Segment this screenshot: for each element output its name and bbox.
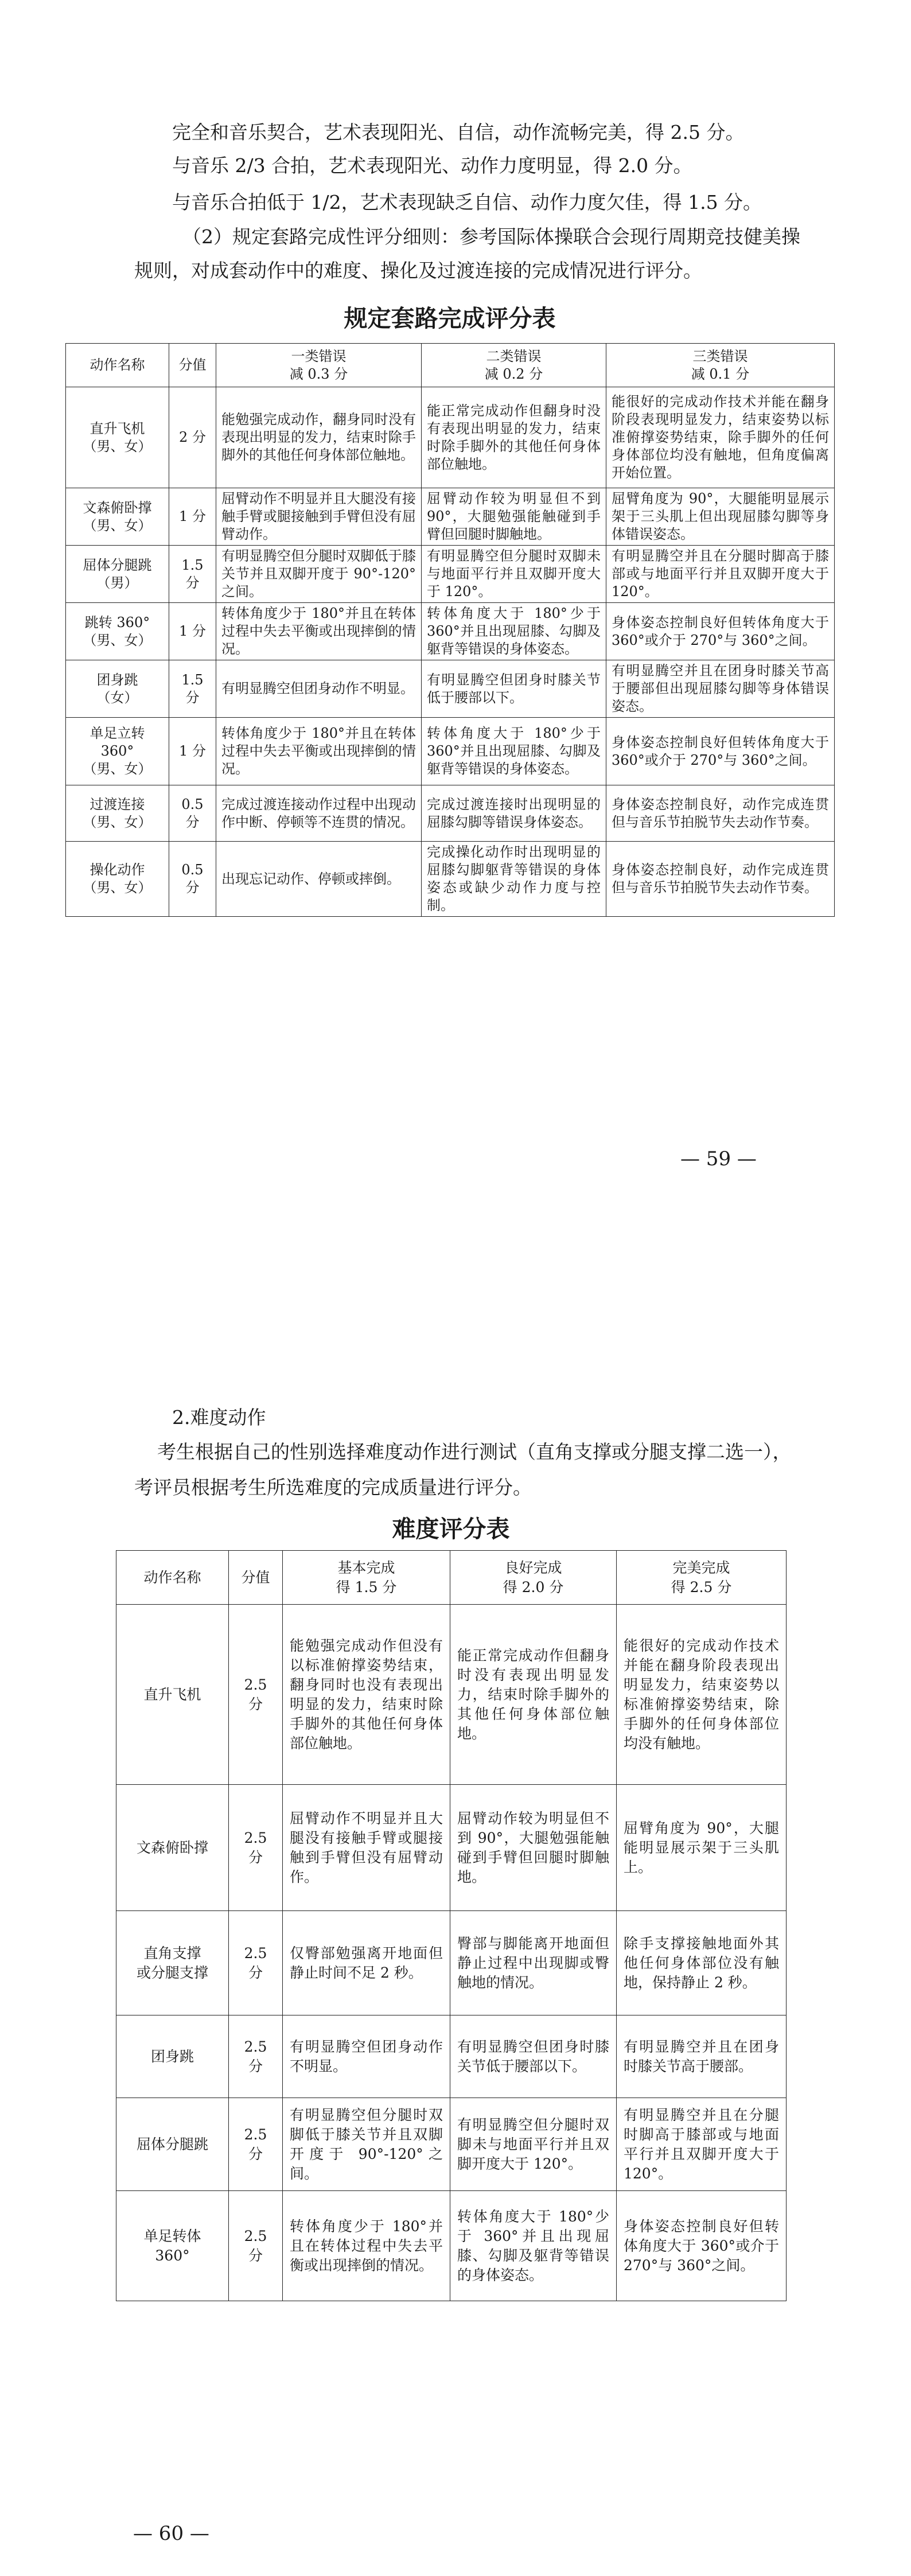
perfect-desc: 有明显腾空并且在分腿时脚高于膝部或与地面平行并且双脚开度大于 120°。: [617, 2098, 787, 2191]
name-line: 360°: [155, 2247, 190, 2264]
basic-desc: 转体角度少于 180°并且在转体过程中失去平衡或出现摔倒的情况。: [283, 2191, 450, 2301]
error-3-desc: 身体姿态控制良好但转体角度大于 360°或介于 270°与 360°之间。: [606, 718, 835, 785]
name-line: （男、女）: [83, 761, 152, 777]
table1-row: [66, 387, 835, 488]
basic-desc: 仅臀部勉强离开地面但静止时间不足 2 秒。: [283, 1911, 450, 2015]
action-name: [116, 2098, 229, 2191]
page-number-59: — 59 —: [680, 1147, 757, 1170]
name-line: 过渡连接: [89, 796, 145, 812]
difficulty-score-table: [116, 1550, 787, 2301]
error-1-desc: 转体角度少于 180°并且在转体过程中失去平衡或出现摔倒的情况。: [216, 718, 422, 785]
action-name: [66, 660, 169, 718]
name-line: 文森俯卧撑: [136, 1839, 208, 1856]
error-1-desc: 转体角度少于 180°并且在转体过程中失去平衡或出现摔倒的情况。: [216, 603, 422, 660]
perfect-desc: 除手支撑接触地面外其他任何身体部位没有触地，保持静止 2 秒。: [617, 1911, 787, 2015]
perfect-desc: 身体姿态控制良好但转体角度大于 360°或介于 270°与 360°之间。: [617, 2191, 787, 2301]
good-desc: 有明显腾空但团身时膝关节低于腰部以下。: [450, 2015, 617, 2098]
section-title: 2.难度动作: [172, 1406, 266, 1429]
good-desc: 转体角度大于 180°少于 360°并且出现屈膝、勾脚及躯背等错误的身体姿态。: [450, 2191, 617, 2301]
error-3-desc: 身体姿态控制良好但转体角度大于 360°或介于 270°与 360°之间。: [606, 603, 835, 660]
header-score: 分值: [169, 344, 216, 387]
header2-good: 良好完成 得 2.0 分: [450, 1551, 617, 1605]
error-3-desc: 身体姿态控制良好，动作完成连贯但与音乐节拍脱节失去动作节奏。: [606, 842, 835, 917]
name-line: （女）: [96, 689, 138, 706]
table2-row: [116, 1911, 787, 2015]
name-line: 跳转 360°: [84, 614, 150, 631]
action-name: [66, 842, 169, 917]
header-error-1: 一类错误 减 0.3 分: [216, 344, 422, 387]
name-line: 单足立转: [89, 725, 145, 741]
page-number-60: — 60 —: [133, 2522, 209, 2545]
name-line: 团身跳: [96, 671, 138, 688]
error-1-desc: 屈臂动作不明显并且大腿没有接触手臂或腿接触到手臂但没有屈臂动作。: [216, 488, 422, 546]
name-line: 屈体分腿跳: [83, 557, 152, 573]
table1-row: [66, 785, 835, 842]
score-value: 2.5 分: [229, 2191, 283, 2301]
p2-line-1: 考生根据自己的性别选择难度动作进行测试（直角支撑或分腿支撑二选一），: [157, 1441, 792, 1463]
para-line-5: 规则，对成套动作中的难度、操化及过渡连接的完成情况进行评分。: [134, 259, 702, 282]
error-2-desc: 转体角度大于 180°少于 360°并且出现屈膝、勾脚及躯背等错误的身体姿态。: [422, 603, 606, 660]
table1-header-row: [66, 344, 835, 387]
error-1-desc: 有明显腾空但团身动作不明显。: [216, 660, 422, 718]
score-value: 2.5 分: [229, 2098, 283, 2191]
action-name: [66, 488, 169, 546]
error-2-desc: 有明显腾空但团身时膝关节低于腰部以下。: [422, 660, 606, 718]
error-1-desc: 完成过渡连接动作过程中出现动作中断、停顿等不连贯的情况。: [216, 785, 422, 842]
score-value: 1 分: [169, 718, 216, 785]
completion-score-table: [65, 343, 835, 917]
action-name: [66, 785, 169, 842]
table2-row: [116, 2191, 787, 2301]
table2-title: 难度评分表: [392, 1515, 510, 1543]
score-value: 2.5 分: [229, 1605, 283, 1785]
table1-row: [66, 546, 835, 603]
error-3-desc: 屈臂角度为 90°，大腿能明显展示架于三头肌上但出现屈膝勾脚等身体错误姿态。: [606, 488, 835, 546]
header2-perfect: 完美完成 得 2.5 分: [617, 1551, 787, 1605]
error-2-desc: 能正常完成动作但翻身时没有表现出明显的发力，结束时除手脚外的其他任何身体部位触地。: [422, 387, 606, 488]
perfect-desc: 能很好的完成动作技术并能在翻身阶段表现出明显发力，结束姿势以标准俯撑姿势结束，除手脚外的任何身体部位均没有触地。: [617, 1605, 787, 1785]
error-1-desc: 有明显腾空但分腿时双脚低于膝关节并且双脚开度于 90°-120°之间。: [216, 546, 422, 603]
score-value: 2.5 分: [229, 2015, 283, 2098]
error-2-desc: 完成操化动作时出现明显的屈膝勾脚躯背等错误的身体姿态或缺少动作力度与控制。: [422, 842, 606, 917]
name-line: （男、女）: [83, 517, 152, 534]
header-name: 动作名称: [66, 344, 169, 387]
name-line: 文森俯卧撑: [83, 499, 152, 516]
table1-row: [66, 718, 835, 785]
table2-row: [116, 1605, 787, 1785]
action-name: [116, 1911, 229, 2015]
score-value: 2.5 分: [229, 1911, 283, 2015]
p2-line-2: 考评员根据考生所选难度的完成质量进行评分。: [134, 1476, 532, 1499]
error-1-desc: 出现忘记动作、停顿或摔倒。: [216, 842, 422, 917]
action-name: [116, 1605, 229, 1785]
action-name: [66, 603, 169, 660]
score-value: 1 分: [169, 603, 216, 660]
name-line: （男）: [96, 574, 138, 591]
header-error-2: 二类错误 减 0.2 分: [422, 344, 606, 387]
name-line: 360°: [100, 743, 134, 759]
good-desc: 能正常完成动作但翻身时没有表现出明显发力，结束时除手脚外的其他任何身体部位触地。: [450, 1605, 617, 1785]
action-name: [66, 387, 169, 488]
table1-title: 规定套路完成评分表: [344, 305, 556, 332]
basic-desc: 屈臂动作不明显并且大腿没有接触手臂或腿接触到手臂但没有屈臂动作。: [283, 1785, 450, 1911]
table1-row: [66, 660, 835, 718]
error-3-desc: 身体姿态控制良好，动作完成连贯但与音乐节拍脱节失去动作节奏。: [606, 785, 835, 842]
header2-name: 动作名称: [116, 1551, 229, 1605]
name-line: 团身跳: [150, 2048, 194, 2065]
error-3-desc: 能很好的完成动作技术并能在翻身阶段表现明显发力，结束姿势以标准俯撑姿势结束，除手脚外的任何身体部位均没有触地，但角度偏离开始位置。: [606, 387, 835, 488]
error-3-desc: 有明显腾空并且在分腿时脚高于膝部或与地面平行并且双脚开度大于 120°。: [606, 546, 835, 603]
error-2-desc: 有明显腾空但分腿时双脚未与地面平行并且双脚开度大于 120°。: [422, 546, 606, 603]
error-2-desc: 屈臂动作较为明显但不到 90°，大腿勉强能触碰到手臂但回腿时脚触地。: [422, 488, 606, 546]
score-value: 2 分: [169, 387, 216, 488]
para-line-1: 完全和音乐契合，艺术表现阳光、自信，动作流畅完美，得 2.5 分。: [172, 121, 745, 143]
score-value: 1.5 分: [169, 660, 216, 718]
error-2-desc: 转体角度大于 180°少于 360°并且出现屈膝、勾脚及躯背等错误的身体姿态。: [422, 718, 606, 785]
basic-desc: 有明显腾空但分腿时双脚低于膝关节并且双脚开度于 90°-120°之间。: [283, 2098, 450, 2191]
perfect-desc: 屈臂角度为 90°，大腿能明显展示架于三头肌上。: [617, 1785, 787, 1911]
action-name: [66, 546, 169, 603]
error-3-desc: 有明显腾空并且在团身时膝关节高于腰部但出现屈膝勾脚等身体错误姿态。: [606, 660, 835, 718]
name-line: 直角支撑: [143, 1944, 201, 1962]
action-name: [66, 718, 169, 785]
score-value: 1 分: [169, 488, 216, 546]
name-line: （男、女）: [83, 814, 152, 830]
score-value: 2.5 分: [229, 1785, 283, 1911]
header-error-3: 三类错误 减 0.1 分: [606, 344, 835, 387]
perfect-desc: 有明显腾空并且在团身时膝关节高于腰部。: [617, 2015, 787, 2098]
name-line: 直升飞机: [89, 420, 145, 437]
table1-row: [66, 603, 835, 660]
name-line: （男、女）: [83, 880, 152, 896]
table1-row: [66, 842, 835, 917]
table2-row: [116, 2015, 787, 2098]
basic-desc: 能勉强完成动作但没有以标准俯撑姿势结束，翻身同时也没有表现出明显的发力，结束时除手脚外的其他任何身体部位触地。: [283, 1605, 450, 1785]
header2-score: 分值: [229, 1551, 283, 1605]
name-line: 屈体分腿跳: [136, 2135, 208, 2153]
score-value: 0.5 分: [169, 842, 216, 917]
table2-row: [116, 2098, 787, 2191]
action-name: [116, 1785, 229, 1911]
action-name: [116, 2191, 229, 2301]
name-line: （男、女）: [83, 438, 152, 454]
name-line: （男、女）: [83, 632, 152, 648]
basic-desc: 有明显腾空但团身动作不明显。: [283, 2015, 450, 2098]
good-desc: 有明显腾空但分腿时双脚未与地面平行并且双脚开度大于 120°。: [450, 2098, 617, 2191]
header2-basic: 基本完成 得 1.5 分: [283, 1551, 450, 1605]
name-line: 直升飞机: [143, 1686, 201, 1703]
name-line: 单足转体: [143, 2227, 201, 2244]
para-line-2: 与音乐 2/3 合拍，艺术表现阳光、动作力度明显，得 2.0 分。: [172, 154, 692, 177]
good-desc: 屈臂动作较为明显但不到 90°，大腿勉强能触碰到手臂但回腿时脚触地。: [450, 1785, 617, 1911]
table2-header-row: [116, 1551, 787, 1605]
para-line-4: （2）规定套路完成性评分细则：参考国际体操联合会现行周期竞技健美操: [182, 225, 800, 248]
table1-row: [66, 488, 835, 546]
score-value: 0.5 分: [169, 785, 216, 842]
error-1-desc: 能勉强完成动作，翻身同时没有表现出明显的发力，结束时除手脚外的其他任何身体部位触地。: [216, 387, 422, 488]
para-line-3: 与音乐合拍低于 1/2，艺术表现缺乏自信、动作力度欠佳，得 1.5 分。: [172, 191, 762, 213]
good-desc: 臀部与脚能离开地面但静止过程中出现脚或臀触地的情况。: [450, 1911, 617, 2015]
error-2-desc: 完成过渡连接时出现明显的屈膝勾脚等错误身体姿态。: [422, 785, 606, 842]
score-value: 1.5 分: [169, 546, 216, 603]
name-line: 或分腿支撑: [136, 1964, 208, 1981]
table2-row: [116, 1785, 787, 1911]
name-line: 操化动作: [89, 862, 145, 878]
action-name: [116, 2015, 229, 2098]
